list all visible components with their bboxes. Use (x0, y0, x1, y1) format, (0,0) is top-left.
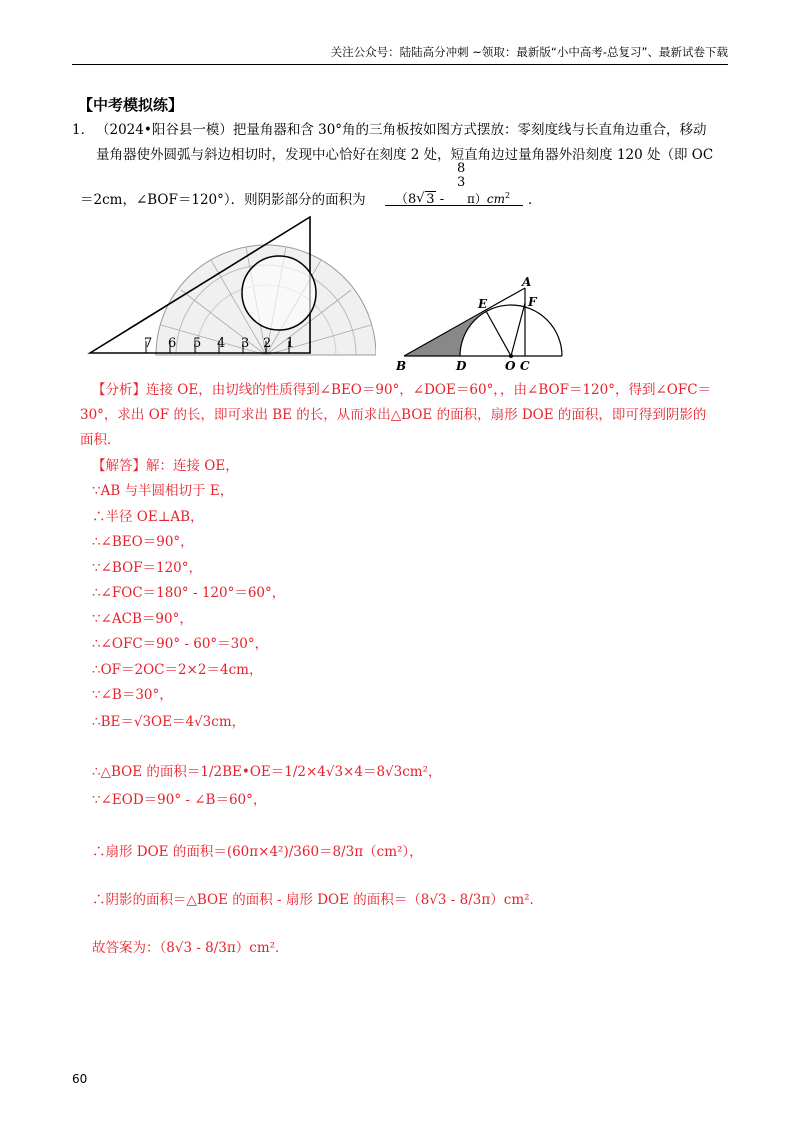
solution-line: ∵∠EOD＝90° - ∠B＝60°， (92, 792, 267, 808)
question-line-2: 量角器使外圆弧与斜边相切时，发现中心恰好在刻度 2 处，短直角边过量角器外沿刻度 120 处（即 OC (96, 147, 714, 163)
ruler-label: 3 (241, 336, 250, 351)
ruler-label: 1 (286, 336, 295, 351)
point-label-e: E (478, 297, 488, 311)
point-label-c: C (520, 359, 530, 373)
analysis-line-1: 【分析】连接 OE，由切线的性质得到∠BEO＝90°，∠DOE＝60°，，由∠BOF＝120°，得到∠OFC＝ (92, 382, 712, 398)
point-label-b: B (396, 359, 407, 373)
ruler-label: 5 (193, 336, 202, 351)
question-line-3: ＝2cm，∠BOF＝120°）．则阴影部分的面积为 (80, 192, 366, 208)
ruler-label: 7 (144, 336, 153, 351)
final-answer: 故答案为：（8√3 - 8/3π）cm²． (92, 940, 289, 956)
solution-line: ∴阴影的面积＝△BOE 的面积 - 扇形 DOE 的面积＝（8√3 - 8/3π）cm²． (92, 892, 544, 908)
ruler-label: 6 (168, 336, 177, 351)
analysis-line-3: 面积． (80, 432, 121, 448)
point-label-o: O (505, 359, 516, 373)
ruler-label: 4 (217, 336, 226, 351)
solution-line: ∴∠OFC＝90° - 60°＝30°， (92, 636, 269, 652)
solution-line: ∵∠ACB＝90°， (92, 611, 193, 627)
page-number: 60 (72, 1072, 88, 1086)
solution-line: ∵∠B＝30°， (92, 687, 173, 703)
solution-line: ∴半径 OE⊥AB， (92, 509, 204, 525)
point-label-a: A (522, 275, 532, 289)
question-line-1: （2024•阳谷县一模）把量角器和含 30°角的三角板按如图方式摆放：零刻度线与长直角边重合，移动 (96, 122, 707, 138)
solution-line: ∴BE＝√3OE＝4√3cm， (92, 714, 246, 730)
solution-line: ∴△BOE 的面积＝1/2BE•OE＝1/2×4√3×4＝8√3cm²， (92, 764, 442, 780)
solution-line: ∴∠FOC＝180° - 120°＝60°， (92, 585, 286, 601)
ruler-label: 2 (263, 336, 272, 351)
solution-line: ∴∠BEO＝90°， (92, 534, 194, 550)
solution-line: ∴扇形 DOE 的面积＝(60π×4²)/360＝8/3π（cm²）， (92, 844, 423, 860)
solution-line: ∵∠BOF＝120°， (92, 560, 203, 576)
page-header: 关注公众号：陆陆高分冲刺 ~领取：最新版“小中高考-总复习”、最新试卷下载 (72, 44, 728, 65)
answer-blank: （8√ 3 - 8 3 $\pi)cm^2$ (385, 188, 523, 206)
solution-line: 【解答】解：连接 OE， (92, 458, 239, 474)
analysis-line-2: 30°，求出 OF 的长，即可求出 BE 的长，从而求出△BOE 的面积，扇形 DOE 的面积，即可得到阴影的 (80, 407, 707, 423)
triangle-protractor-figure (86, 215, 376, 361)
point-label-d: D (456, 359, 467, 373)
section-title: 【中考模拟练】 (78, 96, 184, 114)
question-end: ． (528, 192, 542, 208)
solution-line: ∵AB 与半圆相切于 E， (92, 483, 234, 499)
point-label-f: F (528, 295, 537, 309)
geometry-figure (396, 275, 576, 373)
question-number: 1． (72, 122, 95, 138)
solution-line: ∴OF＝2OC＝2×2＝4cm， (92, 662, 263, 678)
